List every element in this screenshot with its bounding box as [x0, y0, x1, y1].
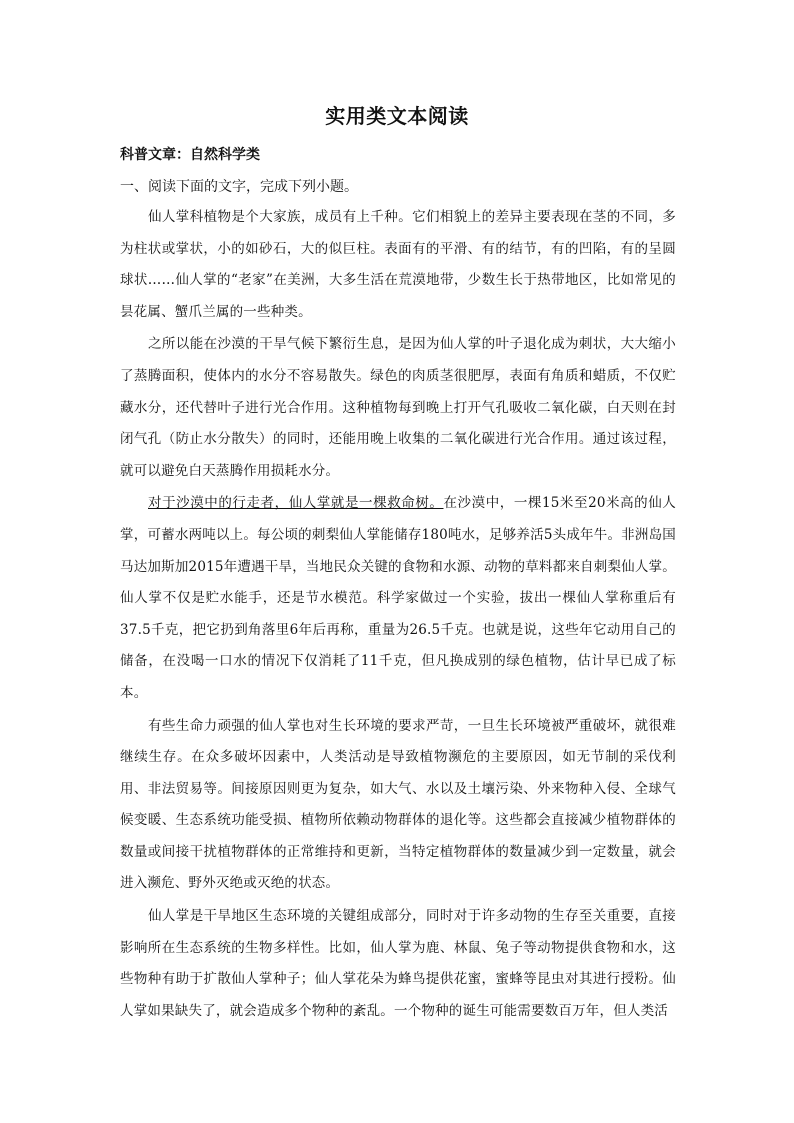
paragraph-4 — [120, 711, 676, 901]
page-title: 实用类文本阅读 — [325, 104, 469, 128]
paragraph-text: 仙人掌是干旱地区生态环境的关键组成部分，同时对于许多动物的生存至关重要，直接影响所在生态系统的生物多样性。比如，仙人掌为鹿、林鼠、兔子等动物提供食物和水，这些物种有助于扩散仙人掌种子；仙人掌花朵为蜂鸟提供花蜜，蜜蜂等昆虫对其进行授粉。仙人掌如果缺失了，就会造成多个物种的紊乱。一个物种的诞生可能需要数百万年，但人类活 — [120, 908, 676, 1019]
paragraph-1 — [120, 202, 676, 328]
paragraph-text: 之所以能在沙漠的干旱气候下繁衍生息，是因为仙人掌的叶子退化成为刺状，大大缩小了蒸腾面积，使体内的水分不容易散失。绿色的肉质茎很肥厚，表面有角质和蜡质，不仅贮藏水分，还代替叶子进行光合作用。这种植物每到晚上打开气孔吸收二氧化碳，白天则在封闭气孔（防止水分散失）的同时，还能用晚上收集的二氧化碳进行光合作用。通过该过程，就可以避免白天蒸腾作用损耗水分。 — [120, 336, 676, 479]
section-heading: 科普文章：自然科学类 — [120, 147, 260, 163]
paragraph-text: 仙人掌科植物是个大家族，成员有上千种。它们相貌上的差异主要表现在茎的不同，多为柱状或掌状，小的如砂石，大的似巨柱。表面有的平滑、有的结节，有的凹陷，有的呈圆球状……仙人掌的“老家”在美洲，大多生活在荒漠地带，少数生长于热带地区，比如常见的昙花属、蟹爪兰属的一些种类。 — [120, 209, 676, 320]
underlined-sentence: 对于沙漠中的行走者，仙人掌就是一棵救命树。 — [148, 495, 444, 512]
paragraph-text: 在沙漠中，一棵15米至20米高的仙人掌，可蓄水两吨以上。每公顷的刺梨仙人掌能储存180吨水，足够养活5头成年牛。非洲岛国马达加斯加2015年遭遇干旱，当地民众关键的食物和水源、动物的草料都来自刺梨仙人掌。仙人掌不仅是贮水能手，还是节水模范。科学家做过一个实验，拔出一棵仙人掌称重后有37.5千克，把它扔到角落里6年后再称，重量为26.5千克。也就是说，这些年它动用自己的储备，在没喝一口水的情况下仅消耗了11千克，但凡换成别的绿色植物，估计早已成了标本。 — [120, 495, 676, 701]
paragraph-2 — [120, 329, 676, 487]
question-instruction: 一、阅读下面的文字，完成下列小题。 — [120, 179, 358, 195]
article-body — [120, 202, 676, 1027]
paragraph-text: 有些生命力顽强的仙人掌也对生长环境的要求严苛，一旦生长环境被严重破坏，就很难继续生存。在众多破坏因素中，人类活动是导致植物濒危的主要原因，如无节制的采伐利用、非法贸易等。间接原因则更为复杂，如大气、水以及土壤污染、外来物种入侵、全球气候变暖、生态系统功能受损、植物所依赖动物群体的退化等。这些都会直接减少植物群体的数量或间接干扰植物群体的正常维持和更新，当特定植物群体的数量减少到一定数量，就会进入濒危、野外灭绝或灭绝的状态。 — [120, 717, 676, 892]
paragraph-5 — [120, 901, 676, 1027]
paragraph-3 — [120, 488, 676, 709]
